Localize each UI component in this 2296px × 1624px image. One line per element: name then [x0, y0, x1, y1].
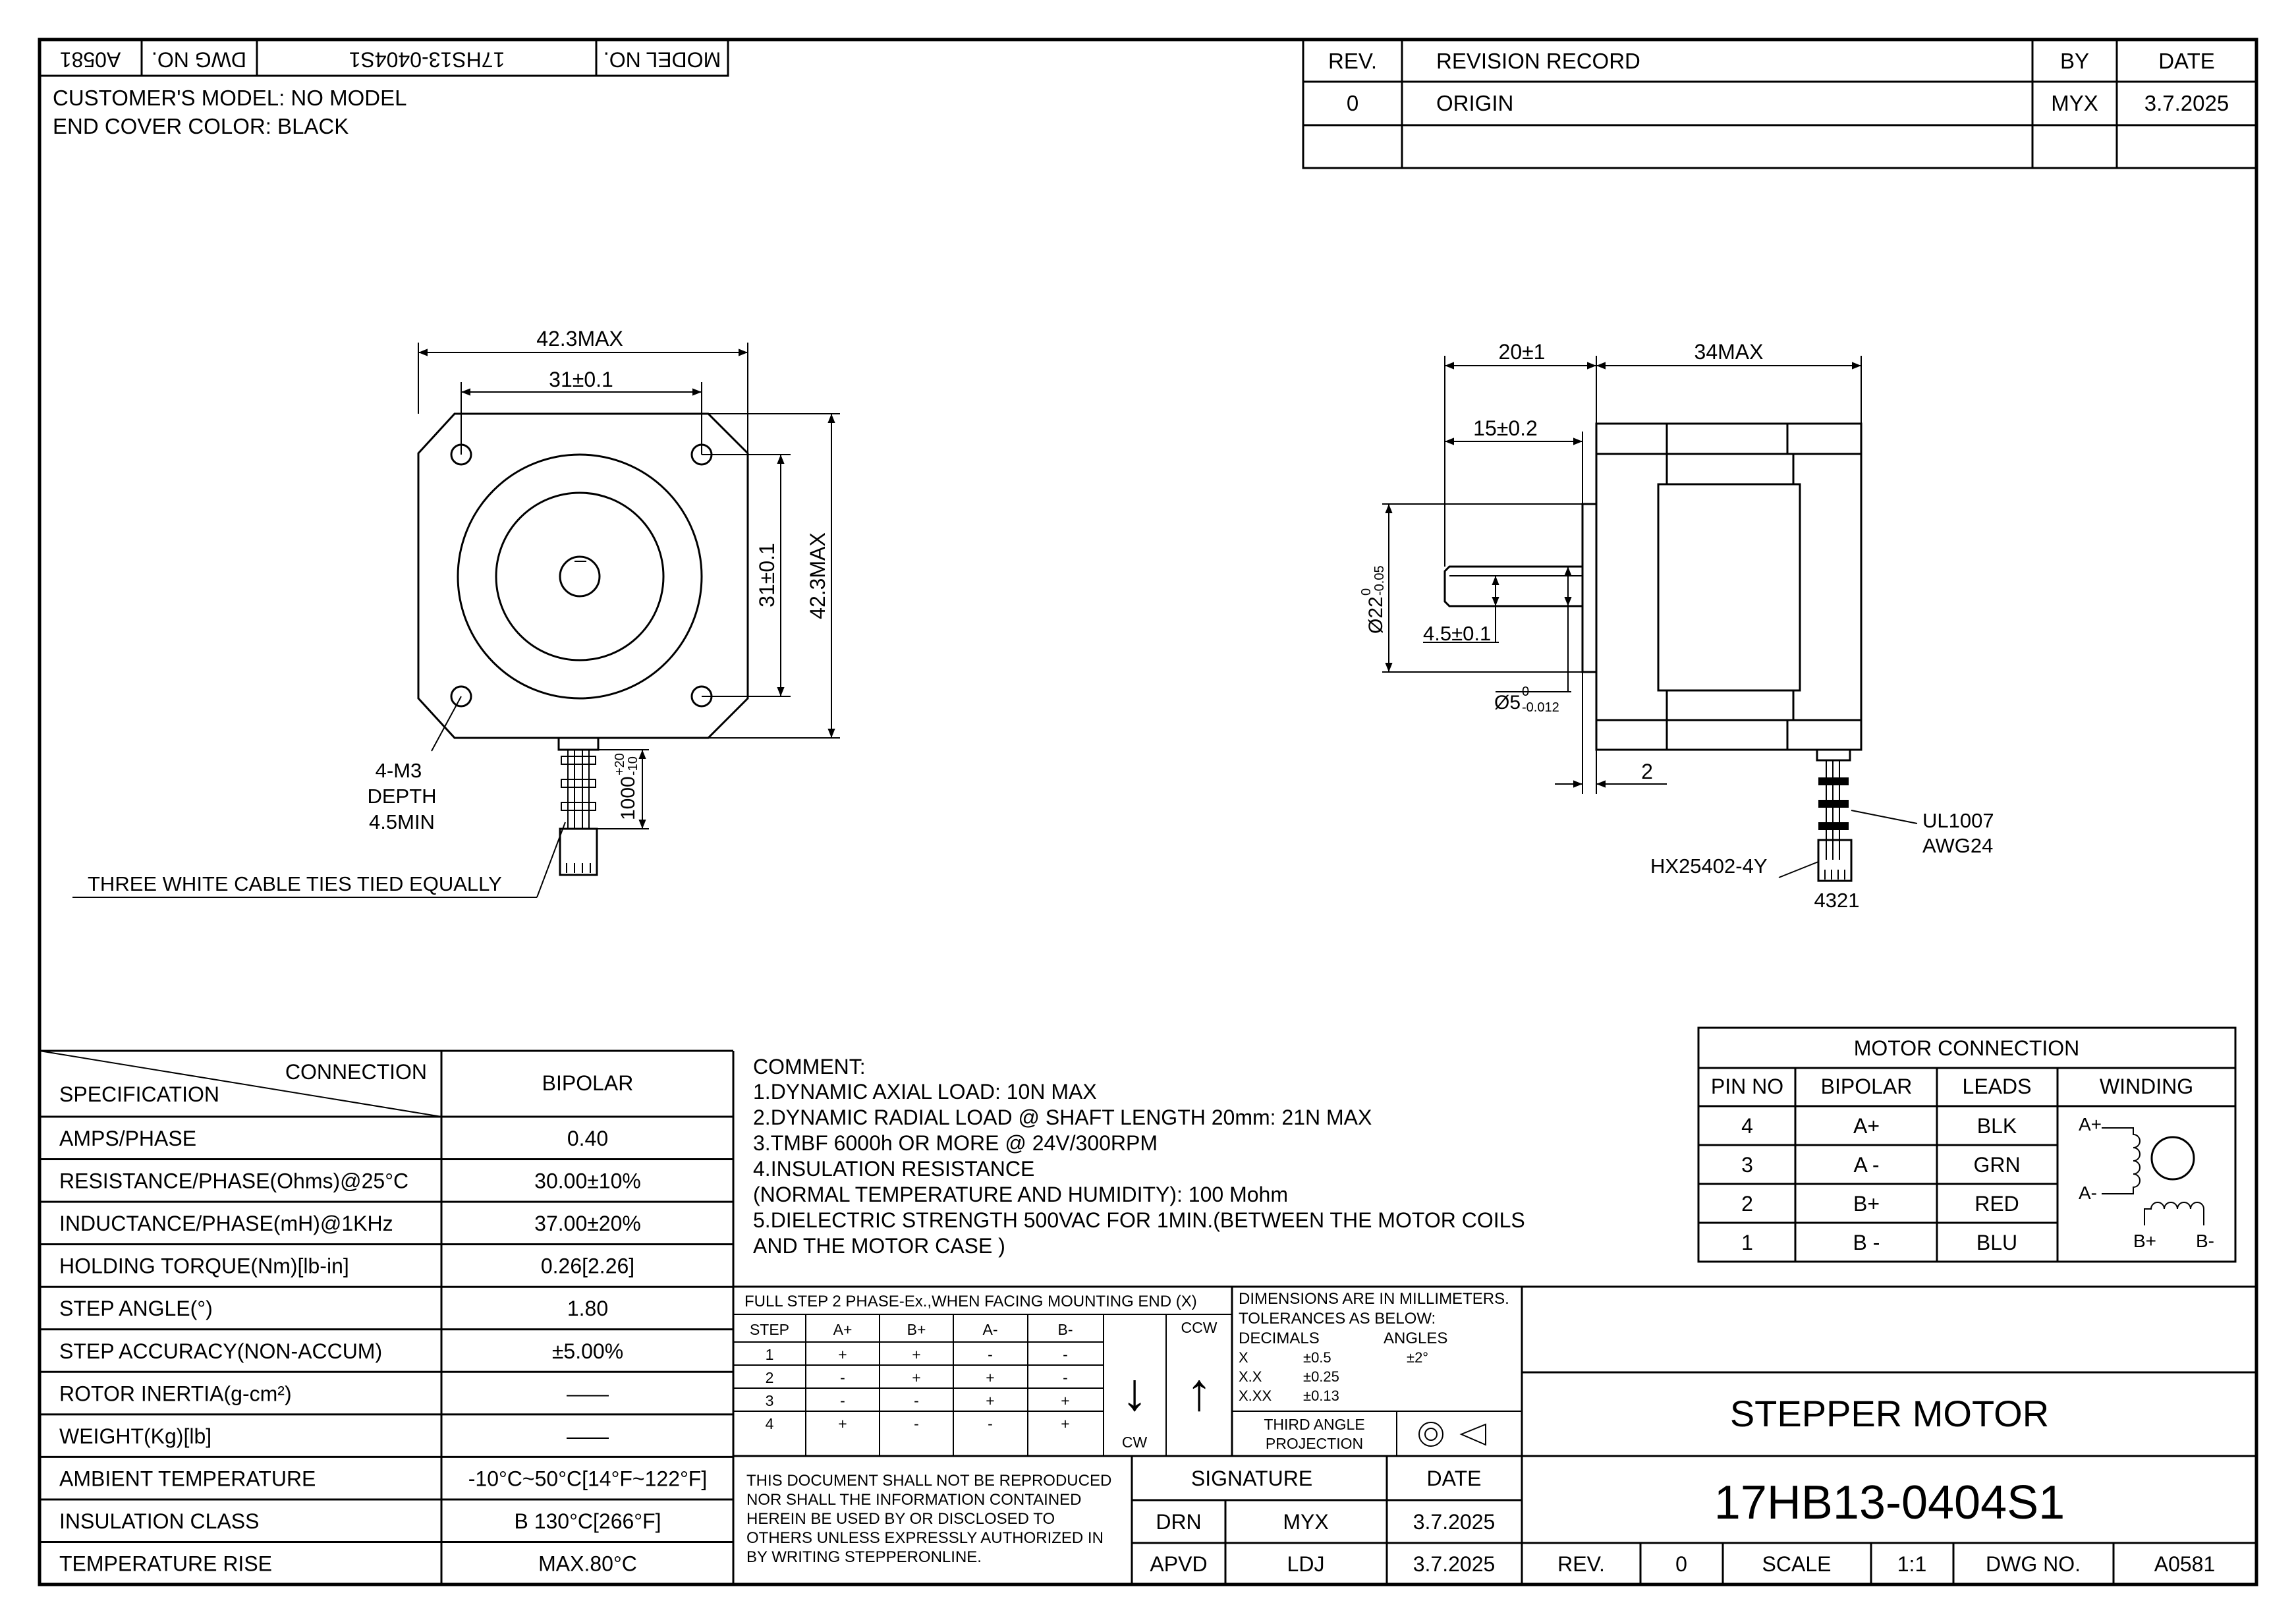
cable-exit: [559, 738, 598, 750]
part-number: 17HB13-0404S1: [1714, 1476, 2065, 1529]
revision-table: [1303, 40, 2256, 168]
a-minus-header: A-: [982, 1321, 998, 1338]
side-view: [1359, 340, 1994, 912]
rev-0: 0: [1346, 91, 1359, 115]
spec-value: ——: [567, 1382, 609, 1406]
step-cell: +: [986, 1369, 995, 1386]
pin-1-bipolar: B -: [1853, 1231, 1880, 1254]
projection-line2: PROJECTION: [1265, 1435, 1364, 1452]
step-cell: +: [1061, 1392, 1070, 1409]
pin-2: 2: [1741, 1192, 1753, 1216]
rev-header: REV.: [1328, 49, 1377, 73]
tol-x-value: ±0.5: [1303, 1349, 1331, 1366]
dwg-no-label: DWG NO.: [152, 47, 246, 72]
step-cell: +: [1061, 1415, 1070, 1432]
tolerance-block: [1232, 1287, 1522, 1584]
third-angle-projection-icon: [1419, 1422, 1486, 1446]
apvd-name: LDJ: [1287, 1552, 1325, 1576]
disclaimer-line: HEREIN BE USED BY OR DISCLOSED TO: [746, 1510, 1055, 1528]
step-cell: +: [986, 1392, 995, 1409]
step-header: STEP: [749, 1321, 790, 1338]
screw-note-line1: 4-M3: [375, 759, 422, 782]
wire-label-ul: UL1007: [1922, 809, 1994, 832]
cable-tie: [561, 802, 596, 810]
dim-height-max: 42.3MAX: [806, 532, 829, 619]
dwg-no-value: A0581: [59, 47, 121, 72]
spec-value: MAX.80°C: [538, 1552, 637, 1576]
pin-1-lead: BLU: [1976, 1231, 2018, 1254]
boss-inner-circle: [496, 493, 663, 660]
screw-note-line3: 4.5MIN: [369, 810, 435, 833]
ccw-label: CCW: [1181, 1319, 1218, 1336]
comment-line: 2.DYNAMIC RADIAL LOAD @ SHAFT LENGTH 20mm: 21N MAX: [753, 1106, 1372, 1129]
step-cell: -: [914, 1415, 919, 1432]
spec-value: 0.40: [567, 1127, 609, 1150]
dim-hole-spacing-v: 31±0.1: [755, 543, 779, 607]
rev-0-by: MYX: [2051, 91, 2098, 115]
title-block: [1522, 1372, 2256, 1584]
spec-value: ±5.00%: [551, 1339, 624, 1363]
scale-label: SCALE: [1762, 1552, 1832, 1576]
tolerance-line: DIMENSIONS ARE IN MILLIMETERS.: [1239, 1290, 1509, 1308]
tol-xx: X.X: [1239, 1368, 1262, 1385]
spec-value: -10°C~50°C[14°F~122°F]: [468, 1467, 708, 1491]
customer-model: CUSTOMER'S MODEL: NO MODEL: [53, 86, 407, 110]
spec-name: INDUCTANCE/PHASE(mH)@1KHz: [59, 1212, 393, 1236]
sig-date-label: DATE: [1426, 1467, 1482, 1490]
cable-tie-note: THREE WHITE CABLE TIES TIED EQUALLY: [88, 872, 502, 895]
spec-name: TEMPERATURE RISE: [59, 1552, 272, 1576]
step-table-title: FULL STEP 2 PHASE-Ex.,WHEN FACING MOUNTING END (X): [744, 1293, 1197, 1310]
cable-tie: [561, 756, 596, 764]
dim-shaft-tol-lower: -0.012: [1522, 700, 1559, 715]
disclaimer-line: NOR SHALL THE INFORMATION CONTAINED: [746, 1491, 1082, 1509]
comment-line: 4.INSULATION RESISTANCE: [753, 1157, 1035, 1181]
spec-name: AMPS/PHASE: [59, 1127, 197, 1150]
step-cell: +: [912, 1346, 921, 1363]
spec-name: RESISTANCE/PHASE(Ohms)@25°C: [59, 1169, 409, 1193]
signature-label: SIGNATURE: [1190, 1467, 1313, 1490]
dim-boss-tol-lower: -0.05: [1372, 565, 1387, 596]
dim-flat-length: 15±0.2: [1473, 416, 1538, 440]
header-winding: WINDING: [2099, 1075, 2194, 1098]
shaft: [1445, 567, 1582, 606]
spec-name: STEP ACCURACY(NON-ACCUM): [59, 1339, 383, 1363]
wire-label-awg: AWG24: [1922, 834, 1994, 857]
disclaimer-line: BY WRITING STEPPERONLINE.: [746, 1548, 982, 1566]
apvd-label: APVD: [1150, 1552, 1208, 1576]
spec-name: INSULATION CLASS: [59, 1509, 260, 1533]
step-cell: -: [840, 1369, 845, 1386]
winding-a-minus: A-: [2079, 1183, 2097, 1203]
signature-block: [1132, 1456, 2256, 1584]
motor-connection-table: [1698, 1028, 2235, 1262]
step-cell: -: [1063, 1346, 1068, 1363]
comment-line: 5.DIELECTRIC STRENGTH 500VAC FOR 1MIN.(BETWEEN THE MOTOR COILS: [753, 1208, 1525, 1232]
side-connector: [1818, 840, 1851, 881]
step-cell: +: [912, 1369, 921, 1386]
spec-rows: [40, 1127, 733, 1584]
pin-4-lead: BLK: [1976, 1114, 2017, 1138]
spec-value: 0.26[2.26]: [540, 1254, 635, 1278]
step-cell: +: [838, 1346, 847, 1363]
scale-value: 1:1: [1897, 1552, 1927, 1576]
spec-name: STEP ANGLE(°): [59, 1297, 213, 1321]
step-cell: -: [914, 1392, 919, 1409]
model-no-label: MODEL NO.: [603, 47, 721, 72]
end-cover-color: END COVER COLOR: BLACK: [53, 114, 349, 138]
connector-label: HX25402-4Y: [1650, 854, 1768, 878]
dim-cable-length: 1000: [617, 776, 639, 820]
comment-line: COMMENT:: [753, 1055, 866, 1078]
connection-value: BIPOLAR: [542, 1071, 634, 1095]
tol-x: X: [1239, 1349, 1248, 1366]
spec-value: 37.00±20%: [534, 1212, 641, 1236]
winding-b-plus: B+: [2133, 1231, 2157, 1251]
drn-date: 3.7.2025: [1413, 1510, 1496, 1534]
dim-flat-depth: 4.5±0.1: [1423, 622, 1492, 645]
front-view: [72, 327, 840, 897]
winding-diagram: [2079, 1114, 2214, 1251]
dim-shaft-diameter: Ø5: [1494, 692, 1521, 714]
dim-hole-spacing-h: 31±0.1: [549, 368, 613, 391]
disclaimer-line: THIS DOCUMENT SHALL NOT BE REPRODUCED: [746, 1472, 1112, 1490]
tol-xx-value: ±0.25: [1303, 1368, 1339, 1385]
drn-label: DRN: [1156, 1510, 1202, 1534]
dim-body-length: 34MAX: [1694, 340, 1764, 364]
dwg-no-title-label: DWG NO.: [1986, 1552, 2081, 1576]
boss-outer-circle: [458, 455, 702, 698]
tol-angle: ±2°: [1407, 1349, 1429, 1366]
header-pin-no: PIN NO: [1710, 1075, 1784, 1098]
spec-name: WEIGHT(Kg)[lb]: [59, 1424, 212, 1448]
connector: [560, 829, 597, 875]
tolerance-line: TOLERANCES AS BELOW:: [1239, 1310, 1436, 1328]
winding-a-plus: A+: [2079, 1114, 2102, 1134]
b-minus-header: B-: [1057, 1321, 1073, 1338]
winding-b-minus: B-: [2196, 1231, 2214, 1251]
pin-3: 3: [1741, 1153, 1753, 1177]
dim-cable-tol-upper: +20: [613, 753, 627, 775]
projection-line1: THIRD ANGLE: [1264, 1416, 1365, 1433]
spec-value: 1.80: [567, 1297, 609, 1321]
comment-line: 1.DYNAMIC AXIAL LOAD: 10N MAX: [753, 1080, 1097, 1104]
shaft-circle: [560, 557, 600, 596]
spec-name: ROTOR INERTIA(g-cm²): [59, 1382, 292, 1406]
pin-2-lead: RED: [1974, 1192, 2019, 1216]
step-number: 4: [765, 1415, 774, 1432]
spec-name: AMBIENT TEMPERATURE: [59, 1467, 316, 1491]
step-rows: [766, 1346, 1070, 1432]
tol-xxx-value: ±0.13: [1303, 1387, 1339, 1404]
a-plus-header: A+: [833, 1321, 853, 1338]
cw-label: CW: [1121, 1434, 1148, 1451]
dim-cable-tol-lower: -10: [626, 756, 640, 775]
b-plus-header: B+: [907, 1321, 926, 1338]
rev-0-date: 3.7.2025: [2144, 91, 2229, 115]
arrow-up: ↑: [1186, 1362, 1212, 1421]
connection-label: CONNECTION: [285, 1060, 427, 1084]
upside-down-model-block: [40, 40, 728, 76]
model-no-value: 17HS13-0404S1: [349, 47, 505, 72]
step-cell: -: [988, 1346, 993, 1363]
screw-note-line2: DEPTH: [367, 785, 437, 808]
specification-label: SPECIFICATION: [59, 1082, 219, 1106]
dim-boss-tol-upper: 0: [1359, 588, 1374, 596]
dwg-no-title-value: A0581: [2154, 1552, 2216, 1576]
body-center-panel: [1658, 484, 1800, 690]
header-leads: LEADS: [1962, 1075, 2032, 1098]
apvd-date: 3.7.2025: [1413, 1552, 1496, 1576]
motor-connection-title: MOTOR CONNECTION: [1853, 1036, 2080, 1060]
dim-width-max: 42.3MAX: [536, 327, 623, 350]
step-number: 3: [765, 1392, 774, 1409]
dim-shaft-tol-upper: 0: [1522, 685, 1530, 699]
pin-4: 4: [1741, 1114, 1753, 1138]
spec-name: HOLDING TORQUE(Nm)[lb-in]: [59, 1254, 349, 1278]
step-number: 1: [765, 1346, 774, 1363]
drn-name: MYX: [1283, 1510, 1329, 1534]
tol-xxx: X.XX: [1239, 1387, 1272, 1404]
step-cell: +: [838, 1415, 847, 1432]
cable-tie: [561, 779, 596, 787]
title: STEPPER MOTOR: [1729, 1393, 2050, 1434]
boss: [1582, 504, 1596, 672]
pin-3-lead: GRN: [1973, 1153, 2021, 1177]
comment-line: 3.TMBF 6000h OR MORE @ 24V/300RPM: [753, 1131, 1158, 1155]
step-cell: -: [1063, 1369, 1068, 1386]
spec-value: ——: [567, 1424, 609, 1448]
side-cable-exit: [1817, 750, 1850, 760]
motor-body: [1596, 424, 1861, 750]
spec-value: 30.00±10%: [534, 1169, 641, 1193]
pin-1: 1: [1741, 1231, 1753, 1254]
dim-shaft-length: 20±1: [1498, 340, 1546, 364]
step-cell: -: [988, 1415, 993, 1432]
dim-boss-height: 2: [1641, 760, 1653, 783]
spec-value: B 130°C[266°F]: [514, 1509, 661, 1533]
revision-record-header: REVISION RECORD: [1436, 49, 1640, 73]
rev-value: 0: [1675, 1552, 1687, 1576]
pin-4-bipolar: A+: [1853, 1114, 1880, 1138]
rev-label: REV.: [1557, 1552, 1605, 1576]
comment-line: (NORMAL TEMPERATURE AND HUMIDITY): 100 Mohm: [753, 1183, 1288, 1206]
date-header: DATE: [2158, 49, 2215, 73]
by-header: BY: [2059, 49, 2090, 73]
dim-boss-diameter: Ø22: [1365, 596, 1387, 634]
header-bipolar: BIPOLAR: [1820, 1075, 1913, 1098]
comment-line: AND THE MOTOR CASE ): [753, 1234, 1005, 1258]
arrow-down: ↓: [1121, 1362, 1148, 1421]
step-number: 2: [765, 1369, 774, 1386]
step-cell: -: [840, 1392, 845, 1409]
disclaimer-block: [746, 1456, 1132, 1584]
disclaimer-line: OTHERS UNLESS EXPRESSLY AUTHORIZED IN: [746, 1529, 1104, 1547]
pin-3-bipolar: A -: [1853, 1153, 1880, 1177]
rev-0-record: ORIGIN: [1436, 91, 1514, 115]
pin-order: 4321: [1814, 889, 1860, 912]
decimals-label: DECIMALS: [1239, 1330, 1320, 1347]
angles-label: ANGLES: [1384, 1330, 1448, 1347]
pin-2-bipolar: B+: [1853, 1192, 1880, 1216]
